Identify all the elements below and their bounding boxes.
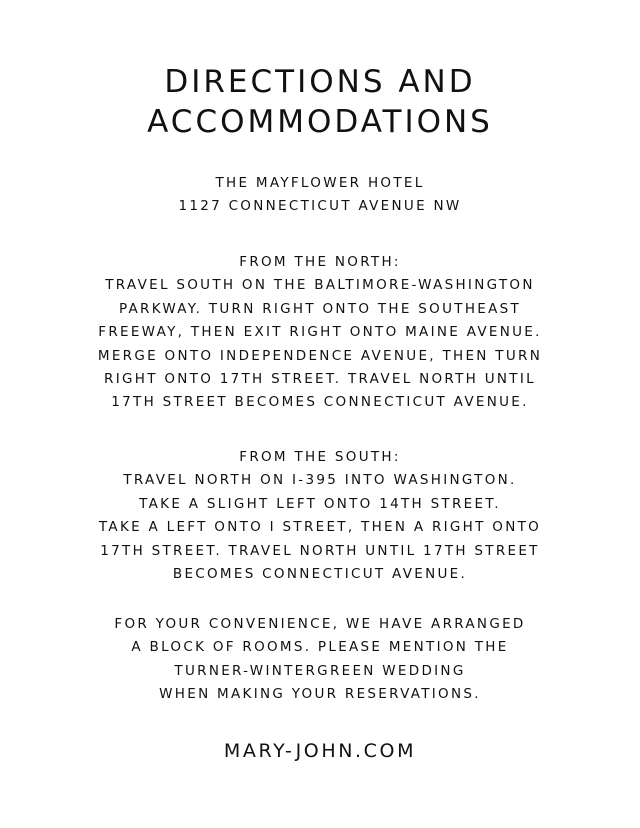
hotel-name: THE MAYFLOWER HOTEL <box>215 175 425 191</box>
hotel-block <box>0 172 640 219</box>
website-text: MARY-JOHN.COM <box>223 740 417 762</box>
convenience-line: A BLOCK OF ROOMS. PLEASE MENTION THE <box>131 639 509 656</box>
from-south-line: 17TH STREET. TRAVEL NORTH UNTIL 17TH STREET <box>100 542 540 559</box>
from-north-line: RIGHT ONTO 17TH STREET. TRAVEL NORTH UNTIL <box>104 371 536 388</box>
from-south-line: TAKE A LEFT ONTO I STREET, THEN A RIGHT ONTO <box>98 519 542 536</box>
from-north-block <box>0 251 640 415</box>
from-south-line: TAKE A SLIGHT LEFT ONTO 14TH STREET. <box>139 495 501 512</box>
from-north-line: 17TH STREET BECOMES CONNECTICUT AVENUE. <box>111 394 529 411</box>
from-south-block <box>0 446 640 586</box>
page-title <box>0 62 640 142</box>
from-north-line: MERGE ONTO INDEPENDENCE AVENUE, THEN TURN <box>97 347 543 364</box>
from-south-line: BECOMES CONNECTICUT AVENUE. <box>172 566 468 583</box>
convenience-block <box>0 613 640 707</box>
from-north-heading: FROM THE NORTH: <box>239 254 401 270</box>
from-north-line: TRAVEL SOUTH ON THE BALTIMORE-WASHINGTON <box>105 277 535 294</box>
from-south-line: TRAVEL NORTH ON I-395 INTO WASHINGTON. <box>123 472 517 489</box>
from-north-line: PARKWAY. TURN RIGHT ONTO THE SOUTHEAST <box>118 300 522 317</box>
title-line-1: DIRECTIONS AND <box>164 64 476 100</box>
from-south-heading: FROM THE SOUTH: <box>239 449 401 465</box>
hotel-address: 1127 CONNECTICUT AVENUE NW <box>178 198 462 215</box>
convenience-line: TURNER-WINTERGREEN WEDDING <box>174 662 466 679</box>
convenience-line: FOR YOUR CONVENIENCE, WE HAVE ARRANGED <box>114 616 526 632</box>
convenience-line: WHEN MAKING YOUR RESERVATIONS. <box>159 686 481 703</box>
from-north-line: FREEWAY, THEN EXIT RIGHT ONTO MAINE AVENUE. <box>98 324 542 341</box>
title-line-2: ACCOMMODATIONS <box>147 104 493 140</box>
